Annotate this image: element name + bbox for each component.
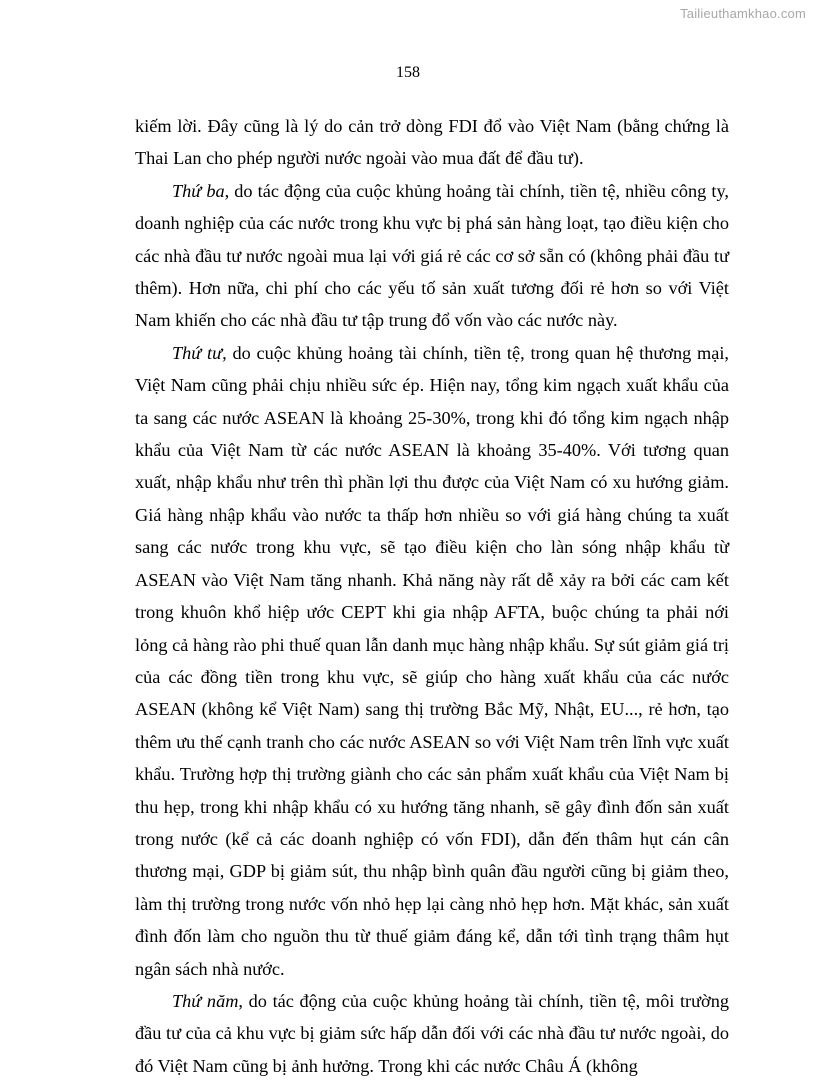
paragraph-lead: Thứ năm (172, 990, 239, 1011)
page-number: 158 (396, 64, 420, 81)
paragraph-thu-tu (135, 337, 729, 985)
paragraph-text: , do tác động của cuộc khủng hoảng tài chính, tiền tệ, nhiều công ty, doanh nghiệp của các nước trong khu vực bị phá sản hàng loạt, tạo điều kiện cho các nhà đầu tư nước ngoài mua lại với giá rẻ các cơ sở sẵn có (không phải đầu tư thêm). Hơn nữa, chi phí cho các yếu tố sản xuất tương đối rẻ hơn so với Việt Nam khiến cho các nhà đầu tư tập trung đổ vốn vào các nước này. (135, 180, 729, 331)
paragraph-lead: Thứ ba (172, 180, 225, 201)
paragraph-thu-ba (135, 175, 729, 337)
paragraph-continuation (135, 110, 729, 175)
paragraph-lead: Thứ tư, (172, 342, 227, 363)
watermark: Tailieuthamkhao.com (680, 6, 806, 21)
paragraph-text: kiếm lời. Đây cũng là lý do cản trở dòng FDI đổ vào Việt Nam (bằng chứng là Thai Lan cho phép người nước ngoài vào mua đất để đầu tư). (135, 116, 729, 169)
paragraph-thu-nam (135, 985, 729, 1082)
body-text (135, 110, 729, 1082)
paragraph-text: , do tác động của cuộc khủng hoảng tài chính, tiền tệ, môi trường đầu tư của cả khu vực bị giảm sức hấp dẫn đối với các nhà đầu tư nước ngoài, do đó Việt Nam cũng bị ảnh hưởng. Trong khi các nước Châu Á (không (135, 990, 729, 1076)
paragraph-text: do cuộc khủng hoảng tài chính, tiền tệ, trong quan hệ thương mại, Việt Nam cũng phải chịu nhiều sức ép. Hiện nay, tổng kim ngạch xuất khẩu của ta sang các nước ASEAN là khoảng 25-30%, trong khi đó tổng kim ngạch nhập khẩu của Việt Nam từ các nước ASEAN là khoảng 35-40%. Với tương quan xuất, nhập khẩu như trên thì phần lợi thu được của Việt Nam có xu hướng giảm. Giá hàng nhập khẩu vào nước ta thấp hơn nhiều so với giá hàng chúng ta xuất sang các nước trong khu vực, sẽ tạo điều kiện cho làn sóng nhập khẩu từ ASEAN vào Việt Nam tăng nhanh. Khả năng này rất dễ xảy ra bởi các cam kết trong khuôn khổ hiệp ước CEPT khi gia nhập AFTA, buộc chúng ta phải nới lỏng cả hàng rào phi thuế quan lẫn danh mục hàng nhập khẩu. Sự sút giảm giá trị của các đồng tiền trong khu vực, sẽ giúp cho hàng xuất khẩu của các nước ASEAN (không kể Việt Nam) sang thị trường Bắc Mỹ, Nhật, EU..., rẻ hơn, tạo thêm ưu thế cạnh tranh cho các nước ASEAN so với Việt Nam trên lĩnh vực xuất khẩu. Trường hợp thị trường giành cho các sản phẩm xuất khẩu của Việt Nam bị thu hẹp, trong khi nhập khẩu có xu hướng tăng nhanh, sẽ gây đình đốn sản xuất trong nước (kể cả các doanh nghiệp có vốn FDI), dẫn đến thâm hụt cán cân thương mại, GDP bị giảm sút, thu nhập bình quân đầu người cũng bị giảm theo, làm thị trường trong nước vốn nhỏ hẹp lại càng nhỏ hẹp hơn. Mặt khác, sản xuất đình đốn làm cho nguồn thu từ thuế giảm đáng kể, dẫn tới tình trạng thâm hụt ngân sách nhà nước. (135, 342, 729, 979)
